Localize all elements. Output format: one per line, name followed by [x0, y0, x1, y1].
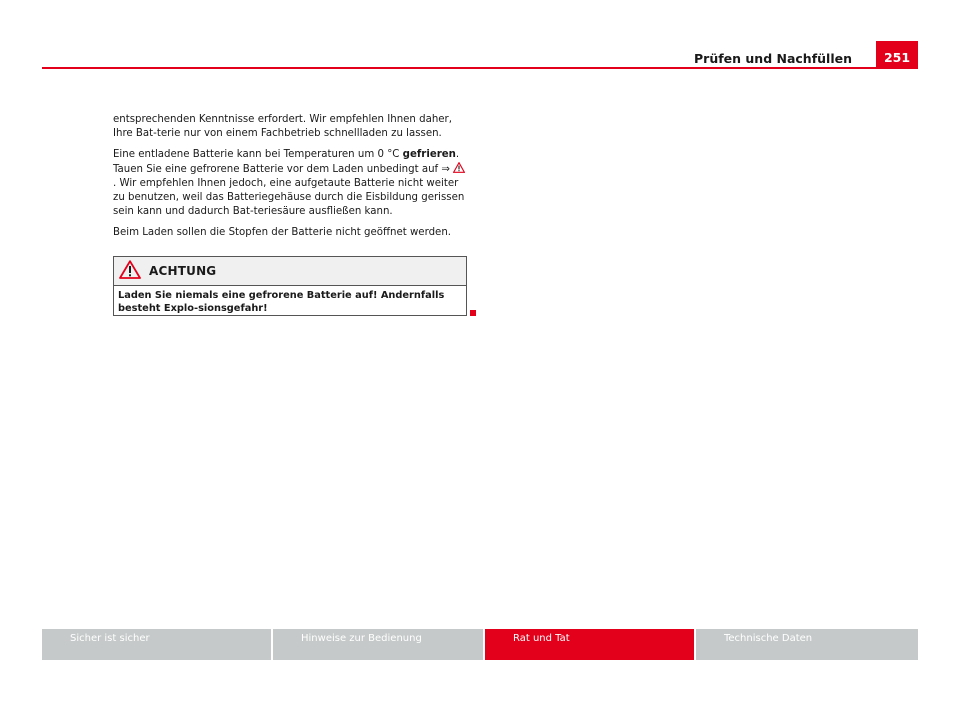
paragraph [113, 148, 467, 218]
header-divider [42, 67, 918, 69]
warning-triangle-icon [119, 260, 141, 283]
bold-term: gefrieren [402, 149, 456, 161]
footer-tab-hinweise-zur-bedienung[interactable]: Hinweise zur Bedienung [273, 629, 483, 660]
paragraph: entsprechenden Kenntnisse erfordert. Wir empfehlen Ihnen daher, Ihre Bat-terie nur von einem Fachbetrieb schnellladen zu lassen. [113, 114, 452, 139]
paragraph-text: . Wir empfehlen Ihnen jedoch, eine aufgetaute Batterie nicht weiter zu benutzen, weil das Batteriegehäuse durch die Eisbildung gerissen sein kann und dadurch Bat-teriesäure ausfließen kann. [113, 178, 465, 217]
page-number: 251 [876, 41, 918, 68]
paragraph: Beim Laden sollen die Stopfen der Batterie nicht geöffnet werden. [113, 227, 452, 239]
section-end-marker [470, 310, 476, 316]
footer-tab-rat-und-tat[interactable]: Rat und Tat [485, 629, 694, 660]
warning-title: ACHTUNG [149, 264, 217, 278]
warning-text: Laden Sie niemals eine gefrorene Batterie auf! Andernfalls besteht Explo-sionsgefahr! [118, 290, 445, 314]
footer-tab-sicher-ist-sicher[interactable]: Sicher ist sicher [42, 629, 271, 660]
footer-nav [42, 629, 918, 660]
warning-box [113, 256, 467, 316]
footer-tab-technische-daten[interactable]: Technische Daten [696, 629, 918, 660]
warning-header [114, 257, 466, 286]
body-text [113, 113, 467, 248]
paragraph-text: Eine entladene Batterie kann bei Temperaturen um 0 °C [113, 149, 403, 161]
warning-triangle-icon[interactable] [453, 162, 465, 178]
paragraph-text: . Tauen Sie eine gefrorene Batterie vor dem Laden unbedingt auf ⇒ [113, 149, 460, 175]
section-title: Prüfen und Nachfüllen [694, 51, 852, 66]
